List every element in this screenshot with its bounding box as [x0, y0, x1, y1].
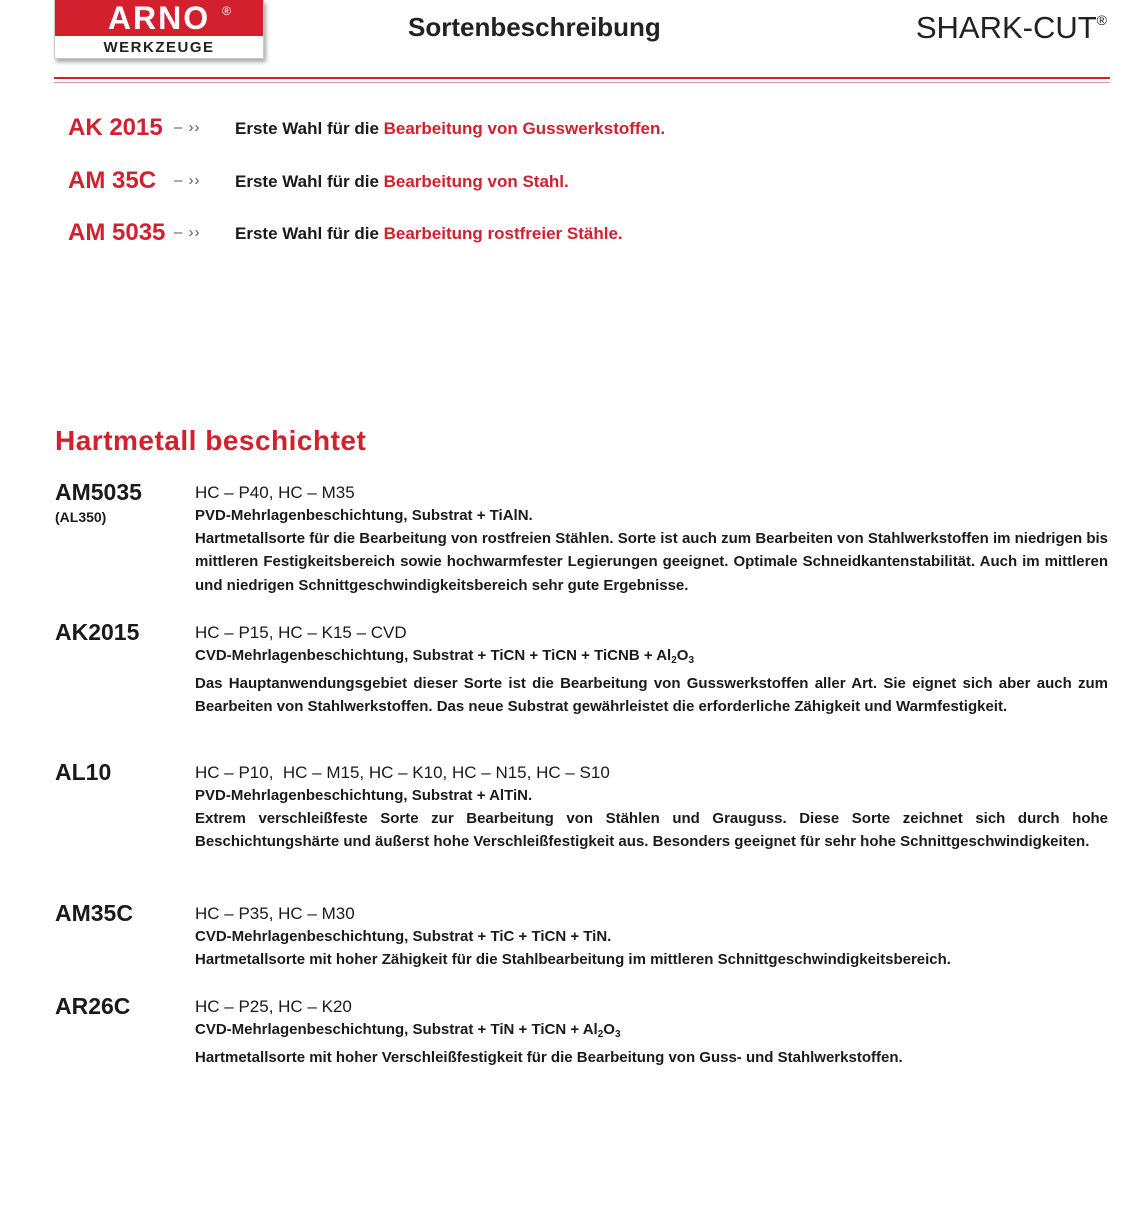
- coating-subscript: 2: [597, 1029, 604, 1040]
- grade-description: Hartmetallsorte mit hoher Zähigkeit für die Stahlbearbeitung im mittleren Schnittgeschwindigkeitsbereich.: [195, 951, 951, 968]
- arrow-icon: – ››: [174, 119, 201, 136]
- recommendation-lead: Erste Wahl für die: [235, 224, 384, 243]
- section-title: Hartmetall beschichtet: [55, 425, 367, 456]
- grade-iso-classification: HC – P35, HC – M30: [195, 904, 355, 923]
- brand-logo: [54, 0, 264, 59]
- grade-coating: [195, 644, 1108, 672]
- grade-name: AL10: [55, 759, 112, 785]
- recommendation-code: AM 5035: [68, 219, 166, 246]
- grade-coating: [195, 1018, 1108, 1046]
- logo-text: ARNO: [107, 0, 211, 36]
- recommendation-highlight: Bearbeitung von Gusswerkstoffen.: [383, 119, 666, 138]
- page-title: Sortenbeschreibung: [408, 12, 661, 42]
- coating-subscript: 3: [614, 1029, 621, 1040]
- coating-subscript: 3: [688, 655, 694, 666]
- grade-body: [195, 761, 1108, 854]
- recommendation-text: [235, 119, 665, 139]
- recommendation-code: AM 35C: [68, 167, 157, 194]
- grade-iso-classification: HC – P25, HC – K20: [195, 997, 352, 1016]
- grade-name: AM35C: [55, 900, 133, 926]
- coating-formula-part: O: [603, 1021, 615, 1038]
- logo-registered-mark: ®: [222, 4, 233, 18]
- grade-iso-classification: HC – P10, HC – M15, HC – K10, HC – N15, HC – S10: [195, 763, 610, 782]
- coating-formula: CVD-Mehrlagenbeschichtung, Substrat + TiN + TiCN + Al: [195, 1021, 598, 1038]
- grade-body: [195, 481, 1108, 597]
- grade-body: [195, 902, 1108, 971]
- recommendation-text: [235, 224, 623, 244]
- grade-description: Extrem verschleißfeste Sorte zur Bearbeitung von Stählen und Grauguss. Diese Sorte zeichnet sich durch hohe Beschichtungshärte und äußerst hohe Verschleißfestigkeit aus. Besonders geeignet für sehr hohe Schnittgeschwindigkeiten.: [195, 810, 1108, 851]
- coating-formula-part: O: [676, 647, 689, 664]
- product-brand: [916, 10, 1107, 46]
- arrow-icon: – ››: [174, 172, 201, 189]
- grade-name: AK2015: [55, 619, 140, 645]
- logo-wordmark: [55, 0, 263, 36]
- grade-iso-classification: HC – P15, HC – K15 – CVD: [195, 623, 407, 642]
- recommendation-lead: Erste Wahl für die: [235, 172, 384, 191]
- grade-alias: (AL350): [55, 509, 107, 525]
- grade-coating: PVD-Mehrlagenbeschichtung, Substrat + TiAlN.: [195, 507, 533, 524]
- arrow-icon: – ››: [174, 224, 201, 241]
- header-divider: [54, 77, 1110, 79]
- coating-formula: CVD-Mehrlagenbeschichtung, Substrat + TiCN + TiCN + TiCNB + Al: [195, 647, 672, 664]
- header-divider-thin: [54, 82, 1110, 83]
- grade-description: Hartmetallsorte für die Bearbeitung von rostfreien Stählen. Sorte ist auch zum Bearbeiten von Stahlwerkstoffen im niedrigen bis mittleren Festigkeitsbereich sowie hochwarmfester Legierungen geeignet. Optimale Schneidkantenstabilität. Auch im mittleren und niedrigen Schnittgeschwindigkeitsbereich sehr gute Ergebnisse.: [195, 530, 1108, 594]
- logo-subtitle: WERKZEUGE: [103, 39, 215, 56]
- recommendation-code: AK 2015: [68, 114, 163, 141]
- recommendation-text: [235, 172, 569, 192]
- grade-description: Das Hauptanwendungsgebiet dieser Sorte ist die Bearbeitung von Gusswerkstoffen aller Art. Sie eignet sich aber auch zum Bearbeiten von Stahlwerkstoffen. Das neue Substrat gewährleistet die erforderliche Zähigkeit und Warmfestigkeit.: [195, 675, 1108, 716]
- recommendation-highlight: Bearbeitung von Stahl.: [383, 172, 569, 191]
- grade-coating: PVD-Mehrlagenbeschichtung, Substrat + AlTiN.: [195, 787, 533, 804]
- brand-registered-mark: ®: [1096, 12, 1107, 28]
- brand-text: SHARK-CUT: [915, 10, 1097, 45]
- grade-body: [195, 621, 1108, 719]
- grade-body: [195, 995, 1108, 1069]
- grade-description: Hartmetallsorte mit hoher Verschleißfestigkeit für die Bearbeitung von Guss- und Stahlwerkstoffen.: [195, 1049, 903, 1066]
- grade-coating: CVD-Mehrlagenbeschichtung, Substrat + TiC + TiCN + TiN.: [195, 928, 612, 945]
- grade-name: AM5035: [55, 479, 142, 505]
- grade-name: AR26C: [55, 993, 131, 1019]
- coating-subscript: 2: [671, 655, 677, 666]
- grade-iso-classification: HC – P40, HC – M35: [195, 483, 355, 502]
- recommendation-highlight: Bearbeitung rostfreier Stähle.: [383, 224, 623, 243]
- recommendation-lead: Erste Wahl für die: [235, 119, 384, 138]
